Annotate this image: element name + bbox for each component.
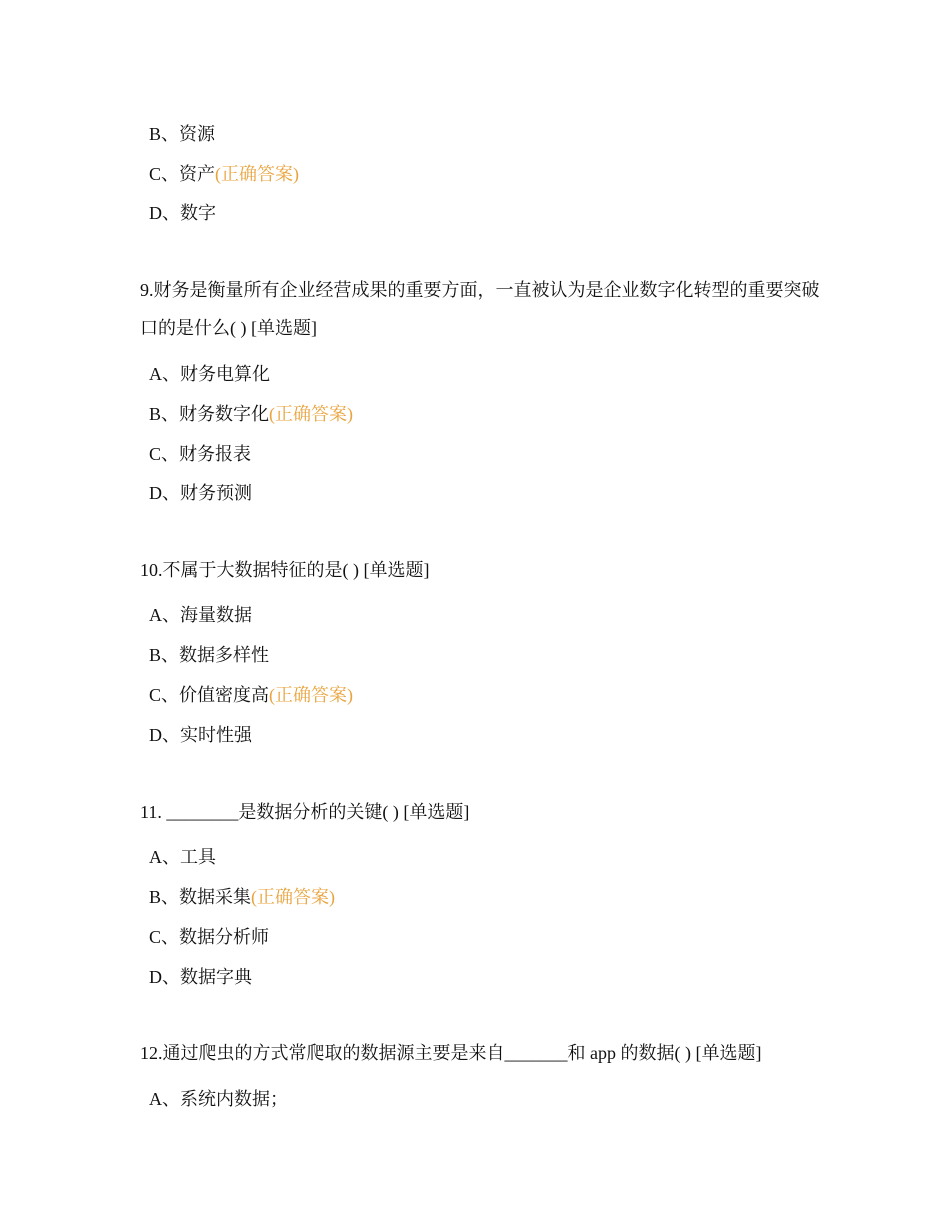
question-title: 12.通过爬虫的方式常爬取的数据源主要是来自_______和 app 的数据( ) [单选题]	[140, 1043, 762, 1063]
option-label: A、海量数据	[149, 605, 252, 625]
option-item	[149, 723, 252, 747]
option-item	[149, 925, 269, 949]
option-label: B、数据多样性	[149, 645, 270, 665]
option-item	[149, 122, 215, 146]
option-item	[149, 162, 299, 186]
option-label: D、财务预测	[149, 483, 252, 503]
question-title: 11. ________是数据分析的关键( ) [单选题]	[140, 802, 470, 822]
correct-answer-tag: (正确答案)	[269, 685, 354, 705]
option-item	[149, 201, 216, 225]
option-label: D、数字	[149, 203, 216, 223]
option-item	[149, 603, 252, 627]
option-label: A、财务电算化	[149, 364, 270, 384]
option-label: C、财务报表	[149, 444, 252, 464]
correct-answer-tag: (正确答案)	[269, 404, 354, 424]
question-title: 10.不属于大数据特征的是( ) [单选题]	[140, 560, 430, 580]
option-label: B、财务数字化	[149, 404, 270, 424]
option-label: C、价值密度高	[149, 685, 270, 705]
option-item	[149, 965, 252, 989]
option-item	[149, 683, 353, 707]
option-item	[149, 643, 269, 667]
option-label: B、数据采集	[149, 887, 252, 907]
option-label: A、系统内数据；	[149, 1089, 288, 1109]
option-item	[149, 442, 251, 466]
option-label: C、资产	[149, 164, 216, 184]
option-item	[149, 1087, 288, 1111]
option-item	[149, 845, 216, 869]
correct-answer-tag: (正确答案)	[251, 887, 336, 907]
option-item	[149, 362, 270, 386]
option-label: A、工具	[149, 847, 216, 867]
option-label: D、实时性强	[149, 725, 252, 745]
correct-answer-tag: (正确答案)	[215, 164, 300, 184]
option-item	[149, 885, 335, 909]
question-title: 9.财务是衡量所有企业经营成果的重要方面，一直被认为是企业数字化转型的重要突破口的是什么( ) [单选题]	[140, 280, 820, 338]
option-item	[149, 402, 353, 426]
option-item	[149, 481, 252, 505]
option-label: C、数据分析师	[149, 927, 270, 947]
option-label: B、资源	[149, 124, 216, 144]
option-label: D、数据字典	[149, 967, 252, 987]
